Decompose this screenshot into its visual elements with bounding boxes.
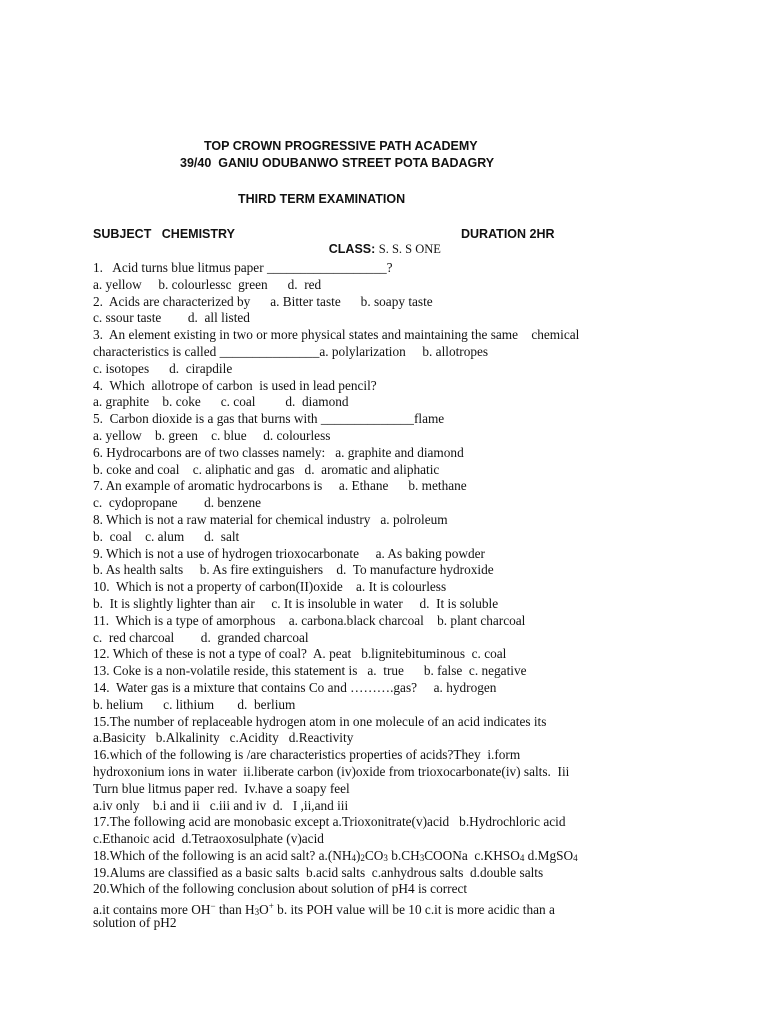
question-18-line	[93, 848, 693, 865]
q18-nh4-subscript: 4	[351, 852, 356, 863]
q18-khso4-subscript: 4	[519, 852, 525, 863]
question-line: 20.Which of the following conclusion about solution of pH4 is correct	[93, 881, 468, 897]
q18-option-d: d.MgSO	[524, 847, 574, 863]
q18-co3-subscript: 3	[383, 852, 388, 863]
question-line: a. graphite b. coke c. coal d. diamond	[93, 394, 349, 410]
q20-h3-subscript: 3	[254, 907, 260, 918]
question-line: 7. An example of aromatic hydrocarbons is a. Ethane b. methane	[93, 478, 467, 494]
question-line: 12. Which of these is not a type of coal? A. peat b.lignitebituminous c. coal	[93, 646, 507, 662]
q18-co: CO	[364, 847, 384, 863]
question-line: 16.which of the following is /are characteristics properties of acids?They i.form	[93, 747, 521, 763]
question-line: b. helium c. lithium d. berlium	[93, 696, 296, 712]
question-line: c. cydopropane d. benzene	[93, 495, 261, 511]
question-line: 14. Water gas is a mixture that contains Co and ……….gas? a. hydrogen	[93, 679, 497, 695]
question-line: 6. Hydrocarbons are of two classes namely: a. graphite and diamond	[93, 444, 464, 460]
question-line: a. yellow b. colourlessc green d. red	[93, 276, 322, 292]
q18-stem: 18.Which of the following is an acid salt? a.(NH	[93, 847, 352, 863]
question-line: 19.Alums are classified as a basic salts b.acid salts c.anhydrous salts d.double salts	[93, 864, 544, 880]
question-line: solution of pH2	[93, 915, 177, 931]
q20-option-a: a.it contains more OH	[93, 902, 211, 918]
question-line: c. isotopes d. cirapdile	[93, 360, 233, 376]
question-line: b. It is slightly lighter than air c. It is insoluble in water d. It is soluble	[93, 595, 499, 611]
question-line: 8. Which is not a raw material for chemical industry a. polroleum	[93, 511, 448, 527]
class-value: S. S. S ONE	[378, 242, 441, 256]
q18-coona: COONa c.KHSO	[424, 847, 520, 863]
question-line: 3. An element existing in two or more physical states and maintaining the same chemical	[93, 327, 580, 343]
question-line: 11. Which is a type of amorphous a. carbona.black charcoal b. plant charcoal	[93, 612, 526, 628]
question-line: hydroxonium ions in water ii.liberate carbon (iv)oxide from trioxocarbonate(iv) salts. Iii	[93, 763, 570, 779]
school-address: 39/40 GANIU ODUBANWO STREET POTA BADAGRY	[180, 156, 495, 170]
q18-mgso4-subscript: 4	[573, 852, 578, 863]
question-line: 17.The following acid are monobasic except a.Trioxonitrate(v)acid b.Hydrochloric acid	[93, 814, 566, 830]
question-line: Turn blue litmus paper red. Iv.have a soapy feel	[93, 780, 350, 796]
q18-option-b: b.CH	[387, 847, 420, 863]
question-line: a.Basicity b.Alkalinity c.Acidity d.Reactivity	[93, 730, 354, 746]
q20-rest: b. its POH value will be 10 c.it is more acidic than a	[273, 902, 555, 918]
question-line: 2. Acids are characterized by a. Bitter taste b. soapy taste	[93, 293, 433, 309]
exam-info-line	[93, 227, 713, 256]
question-line: characteristics is called _______________a. polylarization b. allotropes	[93, 343, 489, 359]
question-line: a. yellow b. green c. blue d. colourless	[93, 427, 331, 443]
question-line: c. ssour taste d. all listed	[93, 310, 250, 326]
question-line: b. coke and coal c. aliphatic and gas d. aromatic and aliphatic	[93, 461, 440, 477]
question-line: 15.The number of replaceable hydrogen atom in one molecule of an acid indicates its	[93, 713, 547, 729]
class-label: CLASS:	[328, 242, 379, 256]
school-name: TOP CROWN PROGRESSIVE PATH ACADEMY	[204, 139, 478, 153]
q18-ch3-subscript: 3	[419, 852, 425, 863]
question-list	[93, 260, 693, 932]
question-line: 9. Which is not a use of hydrogen trioxocarbonate a. As baking powder	[93, 545, 485, 561]
q18-paren-subscript: 2	[360, 852, 365, 863]
question-20-options-line	[93, 898, 693, 918]
duration-label: DURATION 2HR	[461, 227, 555, 241]
question-line: c. red charcoal d. granded charcoal	[93, 629, 309, 645]
question-line: b. coal c. alum d. salt	[93, 528, 240, 544]
exam-title: THIRD TERM EXAMINATION	[238, 192, 406, 206]
subject-label: SUBJECT CHEMISTRY	[93, 227, 235, 241]
q20-o-superscript: +	[268, 901, 274, 912]
question-line: 13. Coke is a non-volatile reside, this statement is a. true b. false c. negative	[93, 663, 527, 679]
question-line: c.Ethanoic acid d.Tetraoxosulphate (v)acid	[93, 831, 324, 847]
question-line: 4. Which allotrope of carbon is used in lead pencil?	[93, 377, 377, 393]
q20-o: O	[259, 902, 269, 918]
question-line: 1. Acid turns blue litmus paper __________________?	[93, 260, 393, 275]
question-line: b. As health salts b. As fire extinguishers d. To manufacture hydroxide	[93, 562, 494, 578]
question-line: a.iv only b.i and ii c.iii and iv d. I ,ii,and iii	[93, 797, 349, 813]
question-line: 10. Which is not a property of carbon(II)oxide a. It is colourless	[93, 579, 447, 595]
q18-close: )	[355, 847, 361, 863]
q20-oh-superscript: −	[210, 901, 216, 912]
q20-than: than H	[215, 902, 255, 918]
question-line: 5. Carbon dioxide is a gas that burns with ______________flame	[93, 411, 445, 427]
